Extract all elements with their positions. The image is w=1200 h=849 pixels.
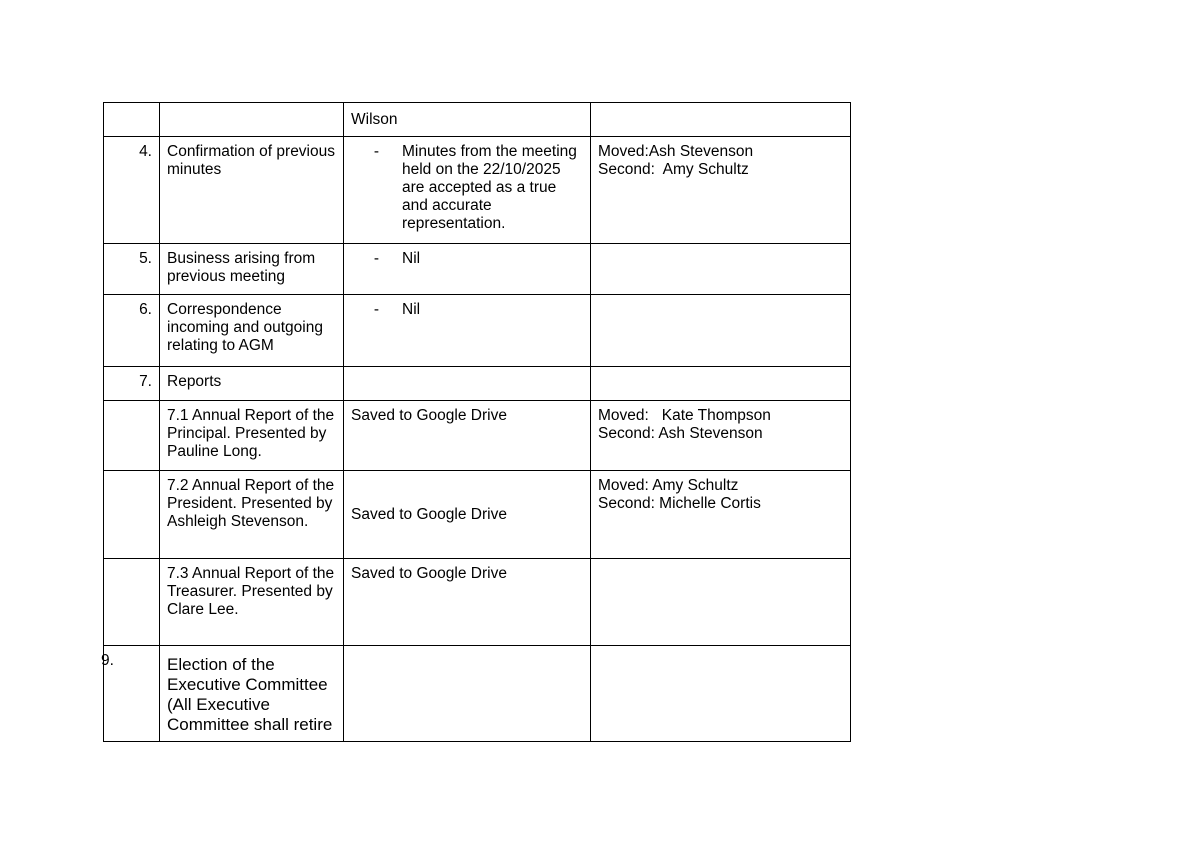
bullet-dash: -	[373, 143, 380, 160]
table-row	[104, 559, 851, 646]
second-line: Second: Ash Stevenson	[598, 425, 763, 442]
bullet-item	[351, 143, 583, 233]
item-number-cell	[104, 103, 160, 137]
item-title-cell: Reports	[160, 367, 344, 401]
table-row	[104, 401, 851, 471]
bullet-dash: -	[373, 301, 380, 318]
minutes-table	[103, 102, 851, 742]
item-number-cell: 7.	[104, 367, 160, 401]
item-title-cell	[160, 103, 344, 137]
motion-cell	[591, 559, 851, 646]
item-number-cell: 6.	[104, 295, 160, 367]
discussion-cell	[344, 646, 591, 742]
motion-cell	[591, 244, 851, 295]
moved-line: Moved: Amy Schultz	[598, 477, 739, 494]
item-title-cell: Confirmation of previous minutes	[160, 137, 344, 244]
motion-cell	[591, 401, 851, 471]
motion-cell	[591, 367, 851, 401]
table-row	[104, 471, 851, 559]
table-row	[104, 244, 851, 295]
bullet-item	[351, 301, 583, 319]
discussion-cell	[344, 295, 591, 367]
motion-cell	[591, 137, 851, 244]
bullet-text: Nil	[402, 301, 421, 318]
item-number-cell: 4.	[104, 137, 160, 244]
bullet-dash: -	[373, 250, 380, 267]
item-title-cell: 7.3 Annual Report of the Treasurer. Presented by Clare Lee.	[160, 559, 344, 646]
second-line: Second: Amy Schultz	[598, 161, 749, 178]
item-title-cell: Correspondence incoming and outgoing relating to AGM	[160, 295, 344, 367]
discussion-cell: Saved to Google Drive	[344, 471, 591, 559]
motion-cell	[591, 103, 851, 137]
item-title-cell: Election of the Executive Committee (All Executive Committee shall retire	[160, 646, 344, 742]
item-number-cell	[104, 471, 160, 559]
item-title-cell: Business arising from previous meeting	[160, 244, 344, 295]
moved-line: Moved: Kate Thompson	[598, 407, 771, 424]
item-title-cell: 7.2 Annual Report of the President. Presented by Ashleigh Stevenson.	[160, 471, 344, 559]
second-line: Second: Michelle Cortis	[598, 495, 761, 512]
discussion-cell	[344, 244, 591, 295]
discussion-cell	[344, 367, 591, 401]
table-row	[104, 646, 851, 742]
discussion-cell: Saved to Google Drive	[344, 559, 591, 646]
table-row	[104, 137, 851, 244]
bullet-text: Nil	[402, 250, 421, 267]
item-number-cell	[104, 559, 160, 646]
item-title-cell: 7.1 Annual Report of the Principal. Presented by Pauline Long.	[160, 401, 344, 471]
bullet-item	[351, 250, 583, 268]
discussion-cell: Wilson	[344, 103, 591, 137]
item-number-cell: 9.	[104, 646, 160, 742]
motion-cell	[591, 646, 851, 742]
discussion-cell: Saved to Google Drive	[344, 401, 591, 471]
table-row	[104, 295, 851, 367]
table-row	[104, 367, 851, 401]
bullet-text: Minutes from the meeting held on the 22/10/2025 are accepted as a true and accurate representation.	[402, 143, 577, 232]
item-number-cell	[104, 401, 160, 471]
motion-cell	[591, 295, 851, 367]
discussion-cell	[344, 137, 591, 244]
item-number-cell: 5.	[104, 244, 160, 295]
motion-cell	[591, 471, 851, 559]
moved-line: Moved:Ash Stevenson	[598, 143, 754, 160]
table-row	[104, 103, 851, 137]
